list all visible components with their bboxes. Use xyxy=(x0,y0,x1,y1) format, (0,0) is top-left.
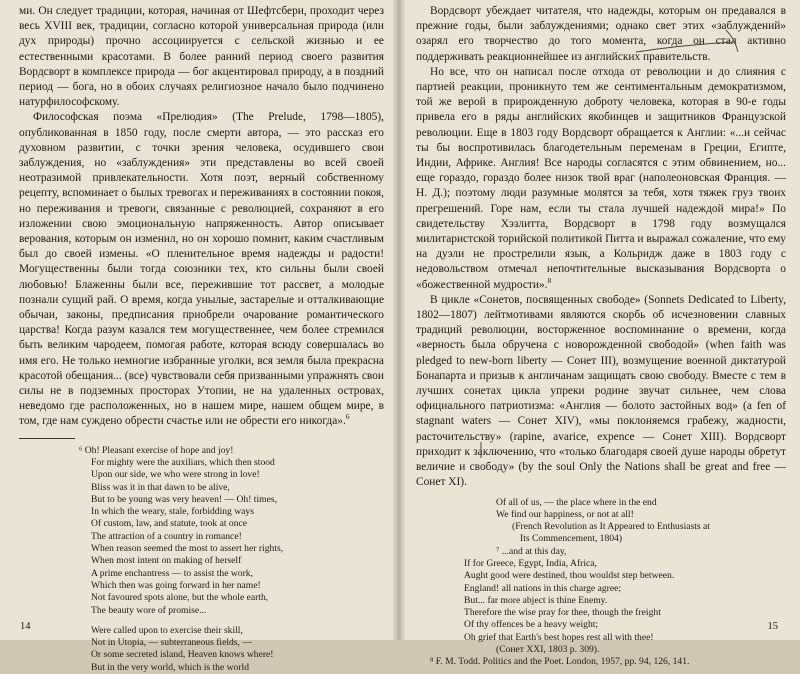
footnote-line: Of thy offences be a heavy weight; xyxy=(464,619,599,631)
footnote-rule xyxy=(19,438,75,439)
footnote-line: Aught good were destined, thou wouldst step between. xyxy=(464,570,675,582)
footnote-line: But in the very world, which is the world xyxy=(91,661,250,673)
footnote-line: Bliss was it in that dawn to be alive, xyxy=(91,481,230,493)
left-body-text xyxy=(19,4,384,430)
footnote-line: Upon our side, we who were strong in love! xyxy=(91,469,260,481)
footnote-line: The beauty wore of promise... xyxy=(91,604,207,616)
footnote-line: In which the weary, stale, forbidding ways xyxy=(91,506,254,518)
right-paragraph-2 xyxy=(416,65,786,293)
footnote-line: A prime enchantress — to assist the work, xyxy=(91,567,253,579)
left-paragraph-1: ми. Он следует традиции, которая, начиная от Шефтсбери, проходит через весь XVIII век, традиции, согласно которой универсальная природа (или дух природы) прочно ассоциируется с сельской жизнью и ее естественными красотами. В более ранний период своего развития Вордсворт в комплексе природа — бог акцентировал природу, а в поздний период — бога, но в обоих случаях религиозное начало было подчинено натурфилософскому. xyxy=(19,5,384,109)
page-number: 15 xyxy=(767,621,778,632)
right-paragraph-3: В цикле «Сонетов, посвященных свободе» (Sonnets Dedicated to Liberty, 1802—1807) лейтмотивами являются скорбь об исчезновении славных традиций революции, восторженное воспоминание о времени, когда «верность была обручена с новорожденной свободой» (when faith was pledged to new-born liberty — Сонет III), возмущение военной диктатурой Бонапарта и призыв к англичанам защищать свою свободу. Вместе с тем в лучших сонетах цикла упреки родине звучат сильнее, чем слова официального патриотизма: «Англия — болото застойных вод» (a fen of stagnant waters — Сонет XIV), «мы поклоняемся грабежу, жадности, расточительству» (rapine, avarice, expence — Сонет XIII). Вордсворт приходит к заключению, что «только благодаря своей душе народы обретут величие и свободу» (by the soul Only the Nations shall be great and free — Сонет XI). xyxy=(416,293,786,489)
footnote-line: Of custom, law, and statute, took at once xyxy=(91,518,248,530)
footnote-line: For mighty were the auxiliars, which then stood xyxy=(91,456,275,468)
footnote-line: ⁶ Oh! Pleasant exercise of hope and joy! xyxy=(79,444,234,456)
right-paragraph-1: Вордсворт убеждает читателя, что надежды, которым он предавался в прежние годы, были заблуждениями; однако свет этих «заблуждений» озарял его творчество до того момента, когда он стал активно поддерживать реакционнейшее из английских правительств. xyxy=(416,5,786,63)
right-page xyxy=(398,0,800,668)
footnote-line: The attraction of a country in romance! xyxy=(91,530,242,542)
footnote-line: ⁸ F. M. Todd. Politics and the Poet. London, 1957, pp. 94, 126, 141. xyxy=(430,656,690,668)
footnote-line: We find our happiness, or not at all! xyxy=(496,508,634,520)
footnote-line: Not in Utopia, — subterraneous fields, — xyxy=(91,637,252,649)
footnote-line: Or some secreted island, Heaven knows where! xyxy=(91,649,274,661)
footnote-line: England! all nations in this charge agree; xyxy=(464,582,622,594)
left-paragraph-2-text: Философская поэма «Прелюдия» (The Prelude, 1798—1805), опубликованная в 1850 году, после смерти автора, — это рассказ его духовном развитии, с точки зрения человека, осудившего свои заблуждения, но «заблуждения» эти представлены во всей своей неотразимой привлекательности. Хотя поэт, верный собственному рецепту, вспоминает о былых тревогах и переживаниях в состоянии покоя, но переживания и тревоги, связанные с революцией, сохраняют в его изложении свою эмоциональную напряженность. Автор описывает верования, которым он изменил, но он хорошо помнит, каким счастливым был до своей измены. «О пленительное время надежды и радости! Могущественны были тогда союзники тех, кто сильны были своей любовью! Блаженны были все, пережившие тот рассвет, а молодые познали сущий рай. О время, когда унылые, застарелые и отталкивающие обычаи, законы, предписания приобрели очарование романтического царства! Когда разум казался тем могущественнее, чем более стремился быть великим чародеем, помогая работе, которая всюду совершалась во имя его. Не только немногие избранные уголки, вся земля была прекрасна красотой обещания... (все) чувствовали себя призванными упражнять свои силы не в подземных просторах Утопии, не на удаленных островах, неведомо где расположенных, но в нашем мире, нашем общем мире, в том, где нам суждено обрести счастье или не обрести его никогда». xyxy=(19,111,384,428)
footnote-line: Of all of us, — the place where in the end xyxy=(496,496,657,508)
page-number: 14 xyxy=(20,621,31,632)
footnote-ref-6: 6 xyxy=(345,412,350,422)
footnote-line: When reason seemed the most to assert her rights, xyxy=(91,543,284,555)
footnote-line: Oh grief that Earth's best hopes rest all with thee! xyxy=(464,631,654,643)
footnote-line: Were called upon to exercise their skill, xyxy=(91,624,243,636)
right-body-text xyxy=(416,4,786,491)
right-footnotes xyxy=(416,497,786,669)
footnote-line: Its Commencement, 1804) xyxy=(520,533,623,545)
footnote-line: If for Greece, Egypt, India, Africa, xyxy=(464,557,597,569)
footnote-line: Not favoured spots alone, but the whole earth, xyxy=(91,592,269,604)
footnote-line: (French Revolution as It Appeared to Enthusiasts at xyxy=(512,521,710,533)
footnote-line: But... far more abject is thine Enemy. xyxy=(464,594,608,606)
footnote-line: When most intent on making of herself xyxy=(91,555,242,567)
left-paragraph-2 xyxy=(19,110,384,429)
footnote-ref-8: 8 xyxy=(547,275,552,285)
footnote-line: Therefore the wise pray for thee, though the freight xyxy=(464,607,661,619)
footnote-line: ⁷ ...and at this day, xyxy=(496,545,567,557)
footnote-gap xyxy=(19,617,384,625)
footnote-line: But to be young was very heaven! — Oh! times, xyxy=(91,493,277,505)
left-page xyxy=(0,0,398,673)
footnote-line: (Сонет XXI, 1803 p. 309). xyxy=(496,644,600,656)
footnote-line: Which then was going forward in her name! xyxy=(91,579,261,591)
right-paragraph-2-text: Но все, что он написал после отхода от революции и до слияния с партией реакции, проникнуто тем же сентиментальным демократизмом, той же верой в прирожденную доброту человека, которая в 90-е годы привела его в ряды английских якобинцев и защитников Французской революции. Еще в 1803 году Вордсворт обращается к Англии: «...и сейчас ты бы воспротивилась благодетельным переменам в Греции, Египте, Индии, Африке. Англия! Все народы согласятся с этим обвинением, но... еще гораздо, гораздо более низок твой враг (наполеоновская Франция. — Н. Д.); поэтому люди разумные молятся за тебя, хотя тяжек груз твоих прегрешений. Горе нам, если ты стала лучшей надеждой мира!» По свидетельству Хэзлитта, Вордсворт в 1798 году возмущался милитаристской торийской политикой Питта и выражал сожаление, что ему на дуэли не прострелили язык, а Кольридж даже в 1803 году с недовольством отмечал непочтительные высказывания Вордсворта о «божественной мудрости». xyxy=(416,65,786,291)
